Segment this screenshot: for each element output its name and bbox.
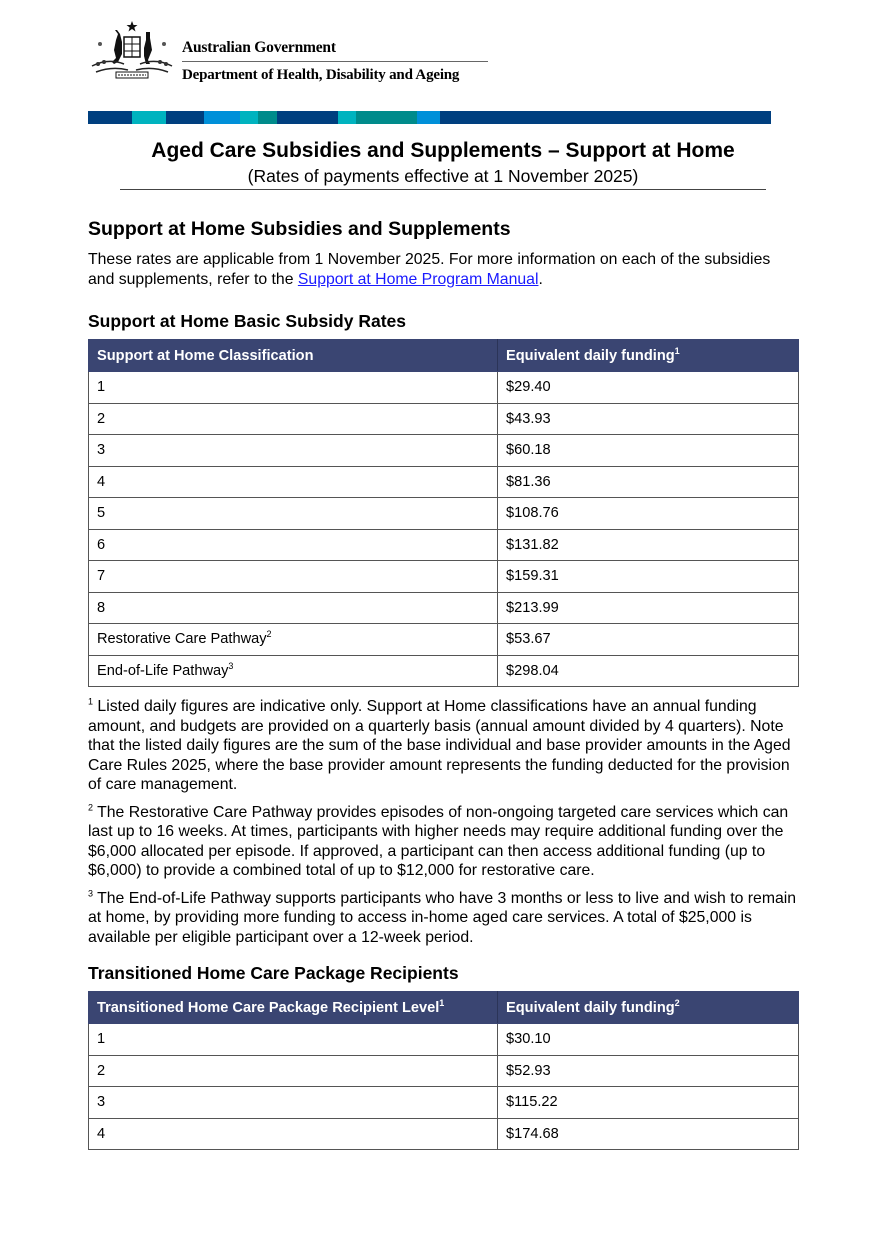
document-content xyxy=(88,216,800,1150)
classification-value: 4 xyxy=(97,473,106,490)
intro-paragraph xyxy=(88,250,800,289)
column-label: Equivalent daily funding xyxy=(506,347,675,364)
color-band xyxy=(88,111,771,124)
funding-cell: $213.99 xyxy=(498,592,799,624)
footnote-ref: 1 xyxy=(674,345,680,356)
band-segment xyxy=(277,111,338,124)
band-segment xyxy=(166,111,204,124)
classification-value: 1 xyxy=(97,379,106,396)
band-segment xyxy=(356,111,417,124)
column-header-funding xyxy=(498,340,799,372)
funding-cell: $81.36 xyxy=(498,466,799,498)
level-cell: 3 xyxy=(89,1087,498,1119)
footnote-text: The End-of-Life Pathway supports participants who have 3 months or less to live and wish to remain at home, by providing more funding to access in-home aged care services. A total of $25,000 is available per eligible participant over a 12-week period. xyxy=(88,889,797,946)
band-segment xyxy=(132,111,166,124)
table-row xyxy=(89,1118,799,1150)
table-header-row xyxy=(89,340,799,372)
band-segment xyxy=(258,111,277,124)
band-segment xyxy=(204,111,240,124)
classification-cell xyxy=(89,592,498,624)
column-header-funding xyxy=(498,992,799,1024)
column-label: Equivalent daily funding xyxy=(506,999,675,1016)
classification-cell xyxy=(89,529,498,561)
footnote-text: The Restorative Care Pathway provides episodes of non-ongoing targeted care services which can last up to 16 weeks. At times, participants with higher needs may require additional funding over the $6,000 allocated per episode. If approved, a participant can then access additional funding (up to $6,000) to provide a combined total of up to $12,000 for restorative care. xyxy=(88,803,789,879)
column-header-level xyxy=(89,992,498,1024)
coat-of-arms-icon xyxy=(88,20,176,86)
column-label: Transitioned Home Care Package Recipient Level xyxy=(97,999,440,1016)
document-subtitle: (Rates of payments effective at 1 November 2025) xyxy=(247,166,639,186)
classification-value: 3 xyxy=(97,442,106,459)
band-segment xyxy=(440,111,771,124)
table-row xyxy=(89,1055,799,1087)
department-name: Department of Health, Disability and Ageing xyxy=(182,67,460,83)
funding-cell: $131.82 xyxy=(498,529,799,561)
table-header-row xyxy=(89,992,799,1024)
column-header-classification xyxy=(89,340,498,372)
transitioned-heading: Transitioned Home Care Package Recipients xyxy=(88,963,459,983)
table-row xyxy=(89,592,799,624)
table-row xyxy=(89,561,799,593)
level-cell: 4 xyxy=(89,1118,498,1150)
footnote-3 xyxy=(88,889,800,948)
classification-value: 6 xyxy=(97,536,106,553)
funding-cell: $159.31 xyxy=(498,561,799,593)
funding-cell: $43.93 xyxy=(498,403,799,435)
document-title: Aged Care Subsidies and Supplements – Support at Home xyxy=(151,139,735,162)
classification-cell xyxy=(89,466,498,498)
classification-cell xyxy=(89,498,498,530)
footnote-ref: 2 xyxy=(674,997,680,1008)
table-row xyxy=(89,435,799,467)
table-row xyxy=(89,529,799,561)
footnote-text: Listed daily figures are indicative only. Support at Home classifications have an annual funding amount, and budgets are provided on a quarterly basis (annual amount divided by 4 quarters). Note that the listed daily figures are the sum of the base individual and base provider amounts in the Aged Care Rules 2025, where the base provider amount represents the funding deducted for the provision of care management. xyxy=(88,698,791,793)
classification-cell xyxy=(89,372,498,404)
table-row xyxy=(89,498,799,530)
intro-text: These rates are applicable from 1 November 2025. For more information on each of the subsidies and supplements, refer to the xyxy=(88,251,771,288)
transitioned-table xyxy=(88,991,799,1150)
classification-value: 8 xyxy=(97,599,106,616)
classification-value: End-of-Life Pathway xyxy=(97,662,229,679)
classification-value: Restorative Care Pathway xyxy=(97,631,267,648)
funding-cell: $52.93 xyxy=(498,1055,799,1087)
classification-cell xyxy=(89,655,498,687)
footnotes xyxy=(88,697,800,947)
column-label: Support at Home Classification xyxy=(97,347,314,364)
footnote-ref: 2 xyxy=(266,629,272,640)
section-heading: Support at Home Subsidies and Supplements xyxy=(88,218,511,240)
band-segment xyxy=(338,111,356,124)
basic-subsidy-heading: Support at Home Basic Subsidy Rates xyxy=(88,311,406,331)
table-row xyxy=(89,1087,799,1119)
funding-cell: $108.76 xyxy=(498,498,799,530)
government-name: Australian Government xyxy=(182,39,336,56)
footnote-ref: 3 xyxy=(228,660,234,671)
government-header xyxy=(88,18,488,90)
footnote-mark: 1 xyxy=(88,696,94,707)
funding-cell: $29.40 xyxy=(498,372,799,404)
level-cell: 2 xyxy=(89,1055,498,1087)
funding-cell: $115.22 xyxy=(498,1087,799,1119)
funding-cell: $53.67 xyxy=(498,624,799,656)
intro-text-end: . xyxy=(538,270,543,288)
basic-subsidy-table xyxy=(88,339,799,687)
band-segment xyxy=(88,111,132,124)
footnote-mark: 2 xyxy=(88,802,94,813)
program-manual-link[interactable]: Support at Home Program Manual xyxy=(297,270,539,288)
footnote-ref: 1 xyxy=(439,997,445,1008)
table-row xyxy=(89,624,799,656)
classification-cell xyxy=(89,403,498,435)
level-cell: 1 xyxy=(89,1024,498,1056)
band-segment xyxy=(240,111,258,124)
funding-cell: $174.68 xyxy=(498,1118,799,1150)
table-row xyxy=(89,372,799,404)
footnote-1 xyxy=(88,697,800,795)
table-row xyxy=(89,655,799,687)
funding-cell: $30.10 xyxy=(498,1024,799,1056)
header-divider xyxy=(182,61,488,62)
classification-value: 5 xyxy=(97,505,106,522)
footnote-2 xyxy=(88,803,800,881)
funding-cell: $298.04 xyxy=(498,655,799,687)
document-title-block xyxy=(120,138,766,190)
band-segment xyxy=(417,111,440,124)
table-row xyxy=(89,1024,799,1056)
transitioned-section xyxy=(88,961,800,1150)
table-row xyxy=(89,403,799,435)
classification-value: 2 xyxy=(97,410,106,427)
classification-cell xyxy=(89,561,498,593)
classification-cell xyxy=(89,435,498,467)
table-row xyxy=(89,466,799,498)
classification-cell xyxy=(89,624,498,656)
classification-value: 7 xyxy=(97,568,106,585)
funding-cell: $60.18 xyxy=(498,435,799,467)
footnote-mark: 3 xyxy=(88,888,94,899)
